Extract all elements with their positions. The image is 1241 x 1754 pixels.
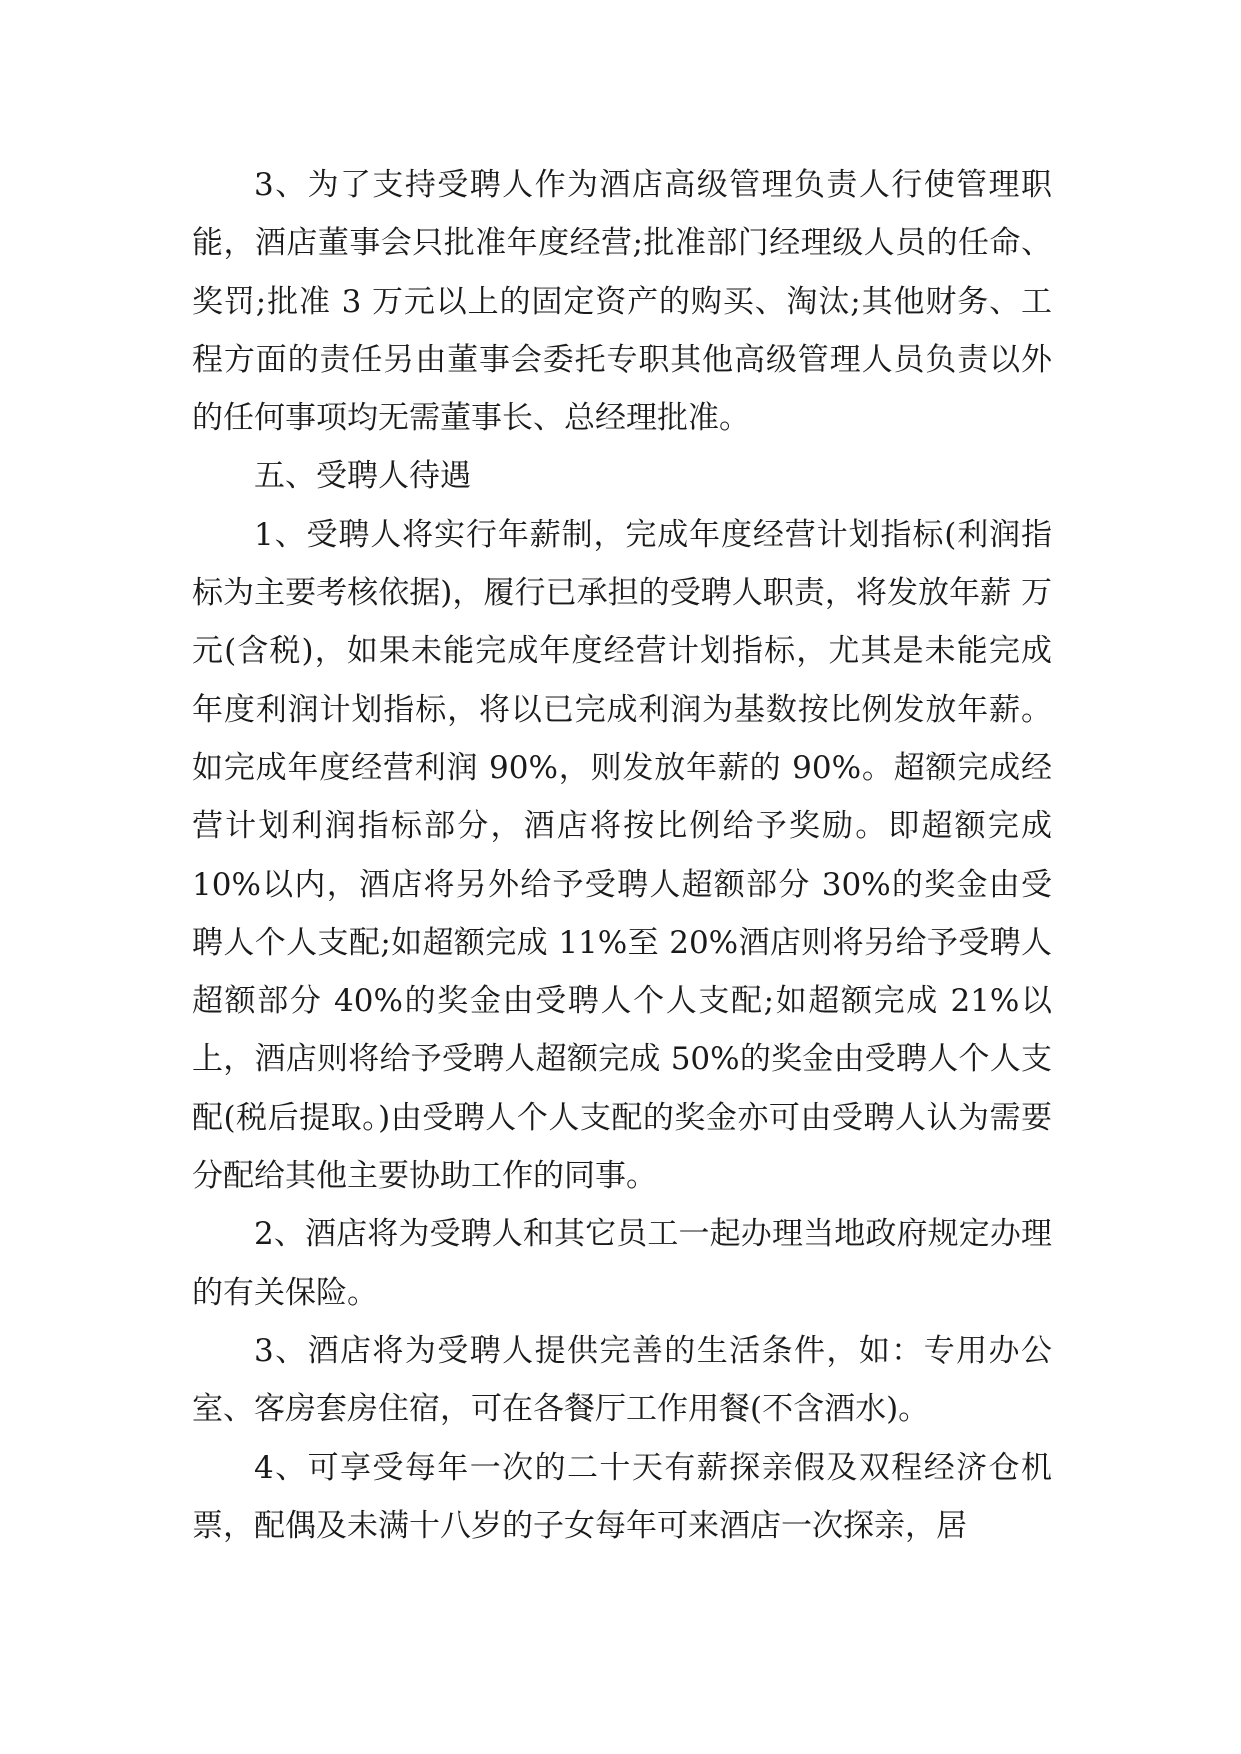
document-body — [192, 156, 1062, 1555]
paragraph-living-conditions: 3、酒店将为受聘人提供完善的生活条件，如：专用办公室、客房套房住宿，可在各餐厅工作用餐(不含酒水)。 — [192, 1332, 1052, 1428]
paragraph-home-leave: 4、可享受每年一次的二十天有薪探亲假及双程经济仓机票，配偶及未满十八岁的子女每年可来酒店一次探亲，居 — [192, 1449, 1052, 1544]
paragraph-annual-salary: 1、受聘人将实行年薪制，完成年度经营计划指标(利润指标为主要考核依据)，履行已承担的受聘人职责，将发放年薪 万元(含税)，如果未能完成年度经营计划指标，尤其是未能完成年度利润计划指标，将以已完成利润为基数按比例发放年薪。如完成年度经营利润 90%，则发放年薪的 90%。超额完成经营计划利润指标部分，酒店将按比例给予奖励。即超额完成 10%以内，酒店将另外给予受聘人超额部分 30%的奖金由受聘人个人支配;如超额完成 11%至 20%酒店则将另给予受聘人超额部分 40%的奖金由受聘人个人支配;如超额完成 21%以上，酒店则将给予受聘人超额完成 50%的奖金由受聘人个人支配(税后提取。)由受聘人个人支配的奖金亦可由受聘人认为需要分配给其他主要协助工作的同事。 — [192, 516, 1062, 1195]
paragraph-board-approval: 3、为了支持受聘人作为酒店高级管理负责人行使管理职能，酒店董事会只批准年度经营;批准部门经理级人员的任命、奖罚;批准 3 万元以上的固定资产的购买、淘汰;其他财务、工程方面的责任另由董事会委托专职其他高级管理人员负责以外的任何事项均无需董事长、总经理批准。 — [192, 167, 1052, 437]
section-heading-treatment: 五、受聘人待遇 — [254, 458, 471, 495]
paragraph-insurance: 2、酒店将为受聘人和其它员工一起办理当地政府规定办理的有关保险。 — [192, 1216, 1052, 1311]
